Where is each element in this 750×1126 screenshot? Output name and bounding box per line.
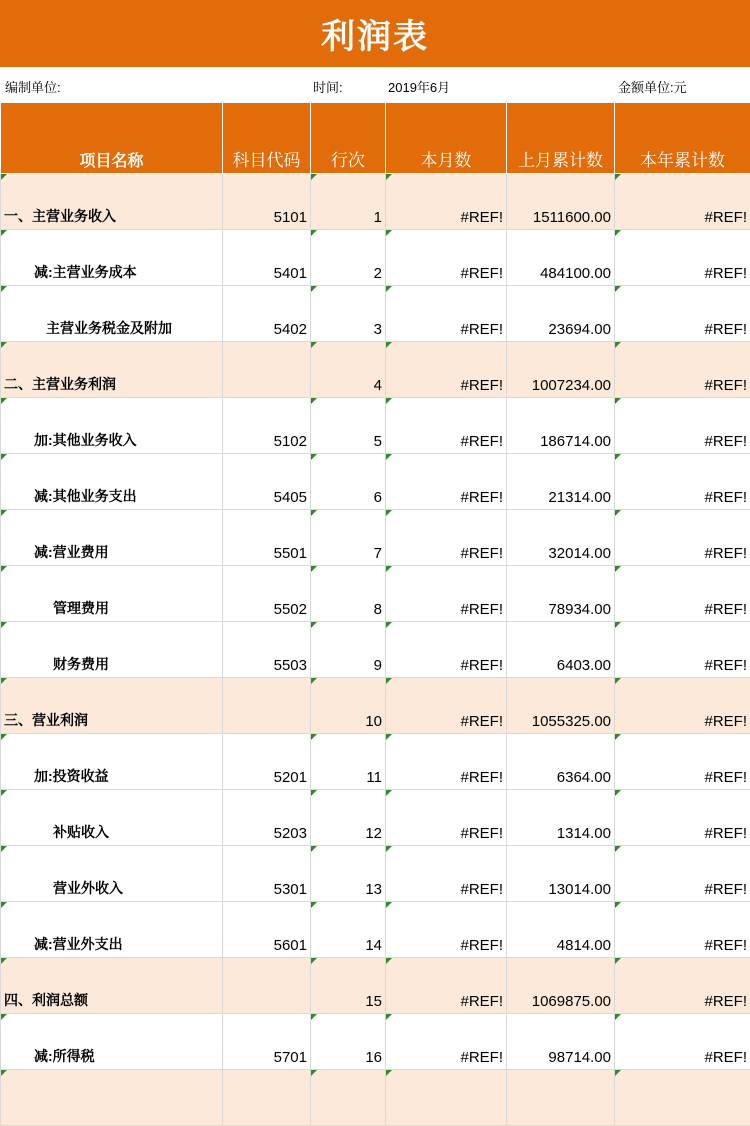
cell-account-code[interactable]: 5601 xyxy=(223,902,311,958)
header-year-cum: 本年累计数 xyxy=(615,103,750,174)
cell-item-name[interactable]: 补贴收入 xyxy=(1,790,223,846)
cell-year-cumulative[interactable]: #REF! xyxy=(615,678,750,734)
cell-year-cumulative[interactable]: #REF! xyxy=(615,958,750,1014)
cell-last-month-cumulative[interactable]: 1314.00 xyxy=(507,790,615,846)
header-month: 本月数 xyxy=(386,103,507,174)
header-code: 科目代码 xyxy=(223,103,311,174)
cell-last-month-cumulative[interactable]: 32014.00 xyxy=(507,510,615,566)
cell-last-month-cumulative[interactable]: 1511600.00 xyxy=(507,174,615,230)
cell-year-cumulative[interactable]: #REF! xyxy=(615,230,750,286)
cell-item-name[interactable]: 管理费用 xyxy=(1,566,223,622)
table-row xyxy=(1,230,750,286)
currency-label: 金额单位:元 xyxy=(618,77,687,96)
table-row xyxy=(1,678,750,734)
cell-item-name[interactable]: 四、利润总额 xyxy=(1,958,223,1014)
table-row xyxy=(1,622,750,678)
cell-line-number[interactable]: 5 xyxy=(311,398,386,454)
cell-current-month[interactable]: #REF! xyxy=(386,734,507,790)
cell-item-name[interactable]: 减:其他业务支出 xyxy=(1,454,223,510)
cell-item-name[interactable]: 财务费用 xyxy=(1,622,223,678)
table-row xyxy=(1,566,750,622)
cell-account-code[interactable] xyxy=(223,1070,311,1126)
cell-account-code[interactable]: 5203 xyxy=(223,790,311,846)
cell-last-month-cumulative[interactable]: 1055325.00 xyxy=(507,678,615,734)
cell-year-cumulative[interactable]: #REF! xyxy=(615,286,750,342)
table-row xyxy=(1,398,750,454)
unit-label: 编制单位: xyxy=(5,77,61,96)
cell-line-number[interactable]: 3 xyxy=(311,286,386,342)
cell-current-month[interactable]: #REF! xyxy=(386,846,507,902)
cell-line-number[interactable]: 2 xyxy=(311,230,386,286)
cell-current-month[interactable]: #REF! xyxy=(386,1014,507,1070)
header-name: 项目名称 xyxy=(1,103,223,174)
cell-item-name[interactable]: 加:其他业务收入 xyxy=(1,398,223,454)
cell-current-month[interactable]: #REF! xyxy=(386,790,507,846)
cell-line-number[interactable]: 15 xyxy=(311,958,386,1014)
cell-current-month[interactable]: #REF! xyxy=(386,958,507,1014)
header-row xyxy=(1,103,750,174)
cell-year-cumulative[interactable]: #REF! xyxy=(615,734,750,790)
cell-current-month[interactable]: #REF! xyxy=(386,286,507,342)
cell-item-name[interactable]: 营业外收入 xyxy=(1,846,223,902)
cell-last-month-cumulative[interactable]: 21314.00 xyxy=(507,454,615,510)
cell-account-code[interactable]: 5501 xyxy=(223,510,311,566)
cell-year-cumulative[interactable]: #REF! xyxy=(615,846,750,902)
time-value: 2019年6月 xyxy=(388,77,450,96)
cell-year-cumulative[interactable]: #REF! xyxy=(615,454,750,510)
cell-item-name[interactable]: 二、主营业务利润 xyxy=(1,342,223,398)
cell-line-number[interactable]: 1 xyxy=(311,174,386,230)
cell-line-number[interactable]: 16 xyxy=(311,1014,386,1070)
cell-last-month-cumulative[interactable]: 6403.00 xyxy=(507,622,615,678)
table-row xyxy=(1,846,750,902)
page-title: 利润表 xyxy=(0,0,750,67)
cell-line-number[interactable]: 11 xyxy=(311,734,386,790)
cell-year-cumulative[interactable]: #REF! xyxy=(615,902,750,958)
cell-last-month-cumulative[interactable]: 13014.00 xyxy=(507,846,615,902)
cell-last-month-cumulative[interactable]: 98714.00 xyxy=(507,1014,615,1070)
cell-current-month[interactable]: #REF! xyxy=(386,398,507,454)
cell-line-number[interactable]: 7 xyxy=(311,510,386,566)
cell-line-number[interactable]: 9 xyxy=(311,622,386,678)
cell-year-cumulative[interactable]: #REF! xyxy=(615,622,750,678)
table-row xyxy=(1,790,750,846)
cell-year-cumulative[interactable]: #REF! xyxy=(615,174,750,230)
cell-year-cumulative[interactable]: #REF! xyxy=(615,790,750,846)
cell-account-code[interactable] xyxy=(223,342,311,398)
table-row xyxy=(1,1014,750,1070)
cell-current-month[interactable]: #REF! xyxy=(386,174,507,230)
cell-last-month-cumulative[interactable]: 6364.00 xyxy=(507,734,615,790)
cell-current-month[interactable]: #REF! xyxy=(386,566,507,622)
cell-year-cumulative[interactable]: #REF! xyxy=(615,398,750,454)
cell-last-month-cumulative[interactable]: 186714.00 xyxy=(507,398,615,454)
cell-line-number[interactable]: 12 xyxy=(311,790,386,846)
table-row xyxy=(1,454,750,510)
table-row xyxy=(1,1070,750,1126)
cell-last-month-cumulative[interactable]: 78934.00 xyxy=(507,566,615,622)
cell-line-number[interactable]: 14 xyxy=(311,902,386,958)
cell-item-name[interactable] xyxy=(1,1070,223,1126)
income-statement-table xyxy=(0,102,750,1126)
table-row xyxy=(1,902,750,958)
cell-account-code[interactable]: 5201 xyxy=(223,734,311,790)
cell-year-cumulative[interactable]: #REF! xyxy=(615,342,750,398)
cell-account-code[interactable] xyxy=(223,958,311,1014)
cell-current-month[interactable]: #REF! xyxy=(386,454,507,510)
cell-current-month[interactable]: #REF! xyxy=(386,510,507,566)
cell-line-number[interactable]: 13 xyxy=(311,846,386,902)
table-row xyxy=(1,286,750,342)
cell-account-code[interactable]: 5102 xyxy=(223,398,311,454)
cell-last-month-cumulative[interactable]: 23694.00 xyxy=(507,286,615,342)
cell-last-month-cumulative[interactable]: 1007234.00 xyxy=(507,342,615,398)
cell-item-name[interactable]: 减:主营业务成本 xyxy=(1,230,223,286)
cell-year-cumulative[interactable] xyxy=(615,1070,750,1126)
cell-account-code[interactable]: 5401 xyxy=(223,230,311,286)
cell-current-month[interactable]: #REF! xyxy=(386,342,507,398)
cell-item-name[interactable]: 减:营业费用 xyxy=(1,510,223,566)
cell-current-month[interactable]: #REF! xyxy=(386,230,507,286)
cell-line-number[interactable]: 4 xyxy=(311,342,386,398)
cell-line-number[interactable]: 10 xyxy=(311,678,386,734)
table-row xyxy=(1,958,750,1014)
table-row xyxy=(1,342,750,398)
cell-account-code[interactable]: 5301 xyxy=(223,846,311,902)
cell-item-name[interactable]: 减:所得税 xyxy=(1,1014,223,1070)
cell-current-month[interactable]: #REF! xyxy=(386,678,507,734)
cell-last-month-cumulative[interactable] xyxy=(507,1070,615,1126)
cell-account-code[interactable]: 5701 xyxy=(223,1014,311,1070)
cell-item-name[interactable]: 减:营业外支出 xyxy=(1,902,223,958)
cell-line-number[interactable]: 8 xyxy=(311,566,386,622)
cell-account-code[interactable]: 5101 xyxy=(223,174,311,230)
cell-line-number[interactable]: 6 xyxy=(311,454,386,510)
cell-last-month-cumulative[interactable]: 4814.00 xyxy=(507,902,615,958)
cell-current-month[interactable]: #REF! xyxy=(386,622,507,678)
cell-account-code[interactable]: 5502 xyxy=(223,566,311,622)
cell-year-cumulative[interactable]: #REF! xyxy=(615,566,750,622)
cell-account-code[interactable] xyxy=(223,678,311,734)
cell-current-month[interactable] xyxy=(386,1070,507,1126)
meta-row xyxy=(0,67,750,102)
cell-year-cumulative[interactable]: #REF! xyxy=(615,510,750,566)
header-line: 行次 xyxy=(311,103,386,174)
header-last-cum: 上月累计数 xyxy=(507,103,615,174)
cell-item-name[interactable]: 三、营业利润 xyxy=(1,678,223,734)
cell-item-name[interactable]: 加:投资收益 xyxy=(1,734,223,790)
cell-last-month-cumulative[interactable]: 1069875.00 xyxy=(507,958,615,1014)
cell-year-cumulative[interactable]: #REF! xyxy=(615,1014,750,1070)
cell-account-code[interactable]: 5503 xyxy=(223,622,311,678)
table-row xyxy=(1,734,750,790)
table-row xyxy=(1,510,750,566)
cell-item-name[interactable]: 主营业务税金及附加 xyxy=(1,286,223,342)
cell-account-code[interactable]: 5405 xyxy=(223,454,311,510)
time-label: 时间: xyxy=(313,77,343,96)
cell-current-month[interactable]: #REF! xyxy=(386,902,507,958)
cell-last-month-cumulative[interactable]: 484100.00 xyxy=(507,230,615,286)
cell-item-name[interactable]: 一、主营业务收入 xyxy=(1,174,223,230)
table-row xyxy=(1,174,750,230)
cell-account-code[interactable]: 5402 xyxy=(223,286,311,342)
cell-line-number[interactable] xyxy=(311,1070,386,1126)
